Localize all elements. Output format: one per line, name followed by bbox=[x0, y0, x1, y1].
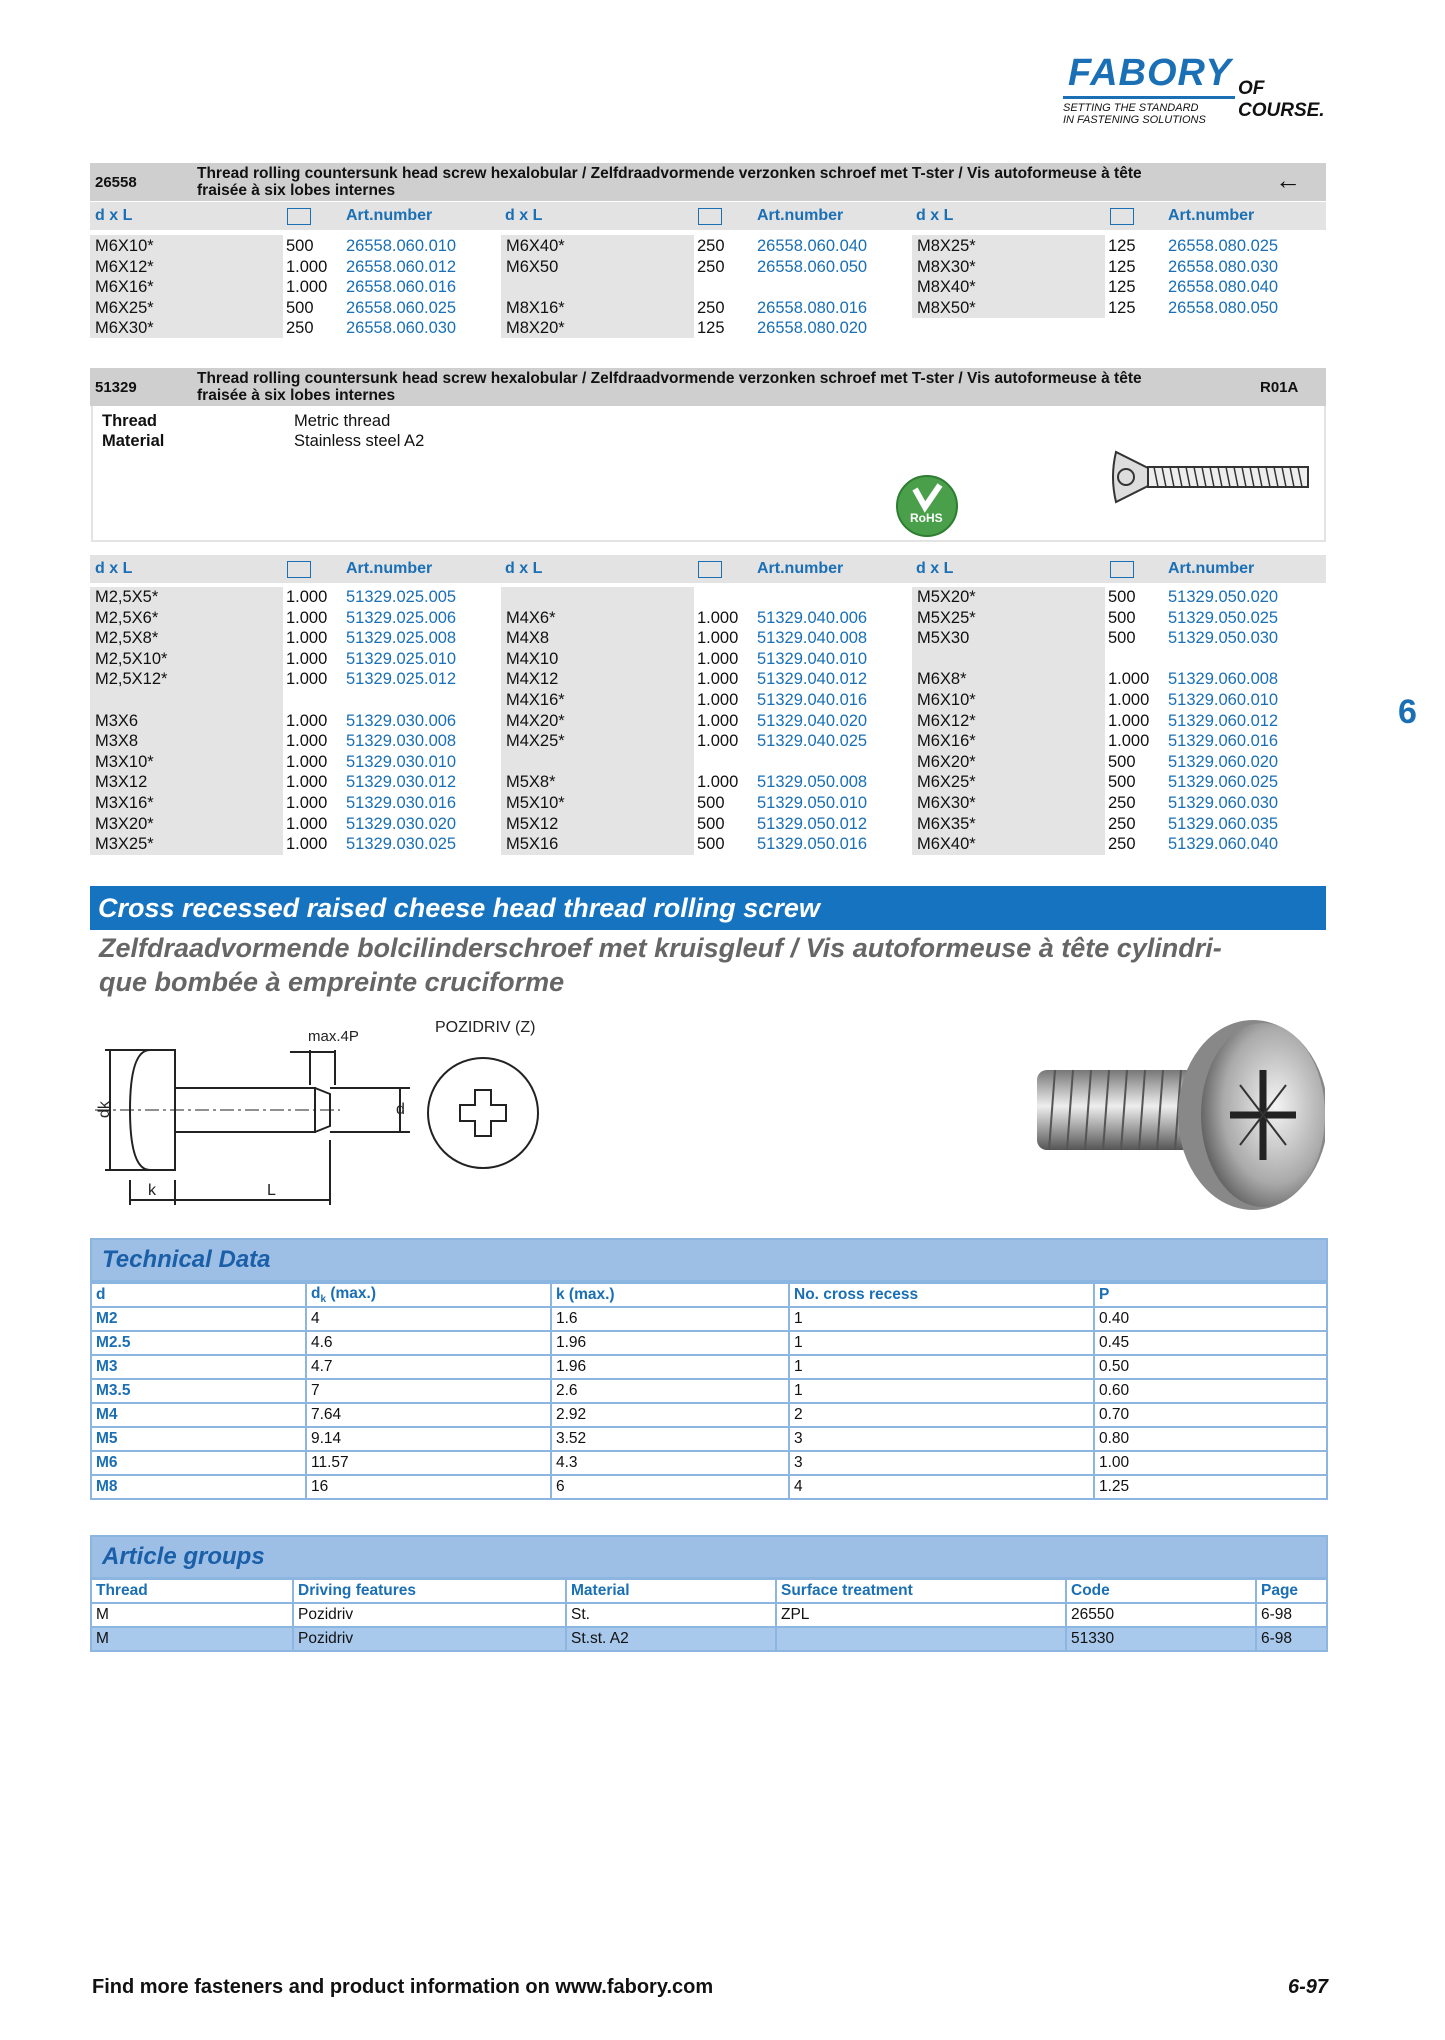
art-number[interactable]: 26558.060.010 bbox=[346, 237, 457, 255]
ref-code: R01A bbox=[1260, 379, 1299, 396]
table-row bbox=[91, 1307, 1327, 1331]
art-number[interactable]: 51329.060.008 bbox=[1168, 670, 1279, 689]
art-number[interactable]: 51329.040.010 bbox=[757, 649, 868, 668]
thread-size: M2 bbox=[91, 1307, 306, 1331]
size: M4X20* bbox=[506, 711, 565, 730]
quantity: 500 bbox=[286, 237, 314, 255]
quantity: 1.000 bbox=[286, 670, 328, 689]
quantity: 250 bbox=[697, 257, 725, 276]
quantity: 1.000 bbox=[697, 608, 739, 627]
art-number[interactable]: 26558.060.030 bbox=[346, 319, 457, 338]
table-row bbox=[91, 1331, 1327, 1355]
quantity: 1.000 bbox=[286, 588, 328, 606]
size: M2,5X8* bbox=[95, 629, 159, 648]
size: M2,5X12* bbox=[95, 670, 168, 689]
size: M6X30* bbox=[917, 794, 976, 812]
col-dxl: d x L bbox=[916, 207, 954, 224]
quantity: 1.000 bbox=[697, 732, 739, 751]
art-number[interactable]: 26558.060.016 bbox=[346, 278, 457, 297]
table-cell: Pozidriv bbox=[293, 1627, 566, 1651]
table-cell: 4.7 bbox=[306, 1355, 551, 1379]
size: M3X25* bbox=[95, 835, 154, 854]
quantity: 125 bbox=[1108, 237, 1136, 255]
size: M6X16* bbox=[917, 732, 976, 751]
size: M4X16* bbox=[506, 691, 565, 709]
ag-th-surface: Surface treatment bbox=[776, 1579, 1066, 1603]
size: M6X25* bbox=[917, 773, 976, 792]
art-number[interactable]: 51329.025.010 bbox=[346, 649, 457, 668]
quantity: 250 bbox=[1108, 814, 1136, 833]
col-art: Art.number bbox=[346, 560, 433, 577]
ag-th-material: Material bbox=[566, 1579, 776, 1603]
table-cell: 9.14 bbox=[306, 1427, 551, 1451]
table-cell: 0.80 bbox=[1094, 1427, 1327, 1451]
mail-icon bbox=[287, 208, 311, 225]
quantity: 500 bbox=[1108, 629, 1136, 648]
art-number[interactable]: 51329.040.008 bbox=[757, 629, 868, 648]
col-dxl: d x L bbox=[505, 207, 543, 224]
quantity: 1.000 bbox=[1108, 711, 1150, 730]
product-title-line1: Thread rolling countersunk head screw hexalobular / Zelfdraadvormende verzonken schroef met T-ster / Vis autoformeuse à tête bbox=[197, 370, 1142, 387]
product-info-box bbox=[91, 406, 1326, 542]
size: M2,5X10* bbox=[95, 649, 168, 668]
th-p: P bbox=[1094, 1283, 1327, 1307]
col-art: Art.number bbox=[346, 207, 433, 224]
L-label: L bbox=[267, 1182, 276, 1199]
table-cell: 3.52 bbox=[551, 1427, 789, 1451]
quantity: 500 bbox=[286, 298, 314, 317]
table-row bbox=[91, 1379, 1327, 1403]
table-cell bbox=[776, 1627, 1066, 1651]
art-number[interactable]: 51329.060.020 bbox=[1168, 752, 1279, 771]
table-cell: 1 bbox=[789, 1379, 1094, 1403]
quantity: 250 bbox=[1108, 794, 1136, 812]
quantity: 1.000 bbox=[286, 629, 328, 648]
size: M5X30 bbox=[917, 629, 970, 648]
quantity: 250 bbox=[697, 298, 725, 317]
ag-th-thread: Thread bbox=[91, 1579, 293, 1603]
table-cell: 1 bbox=[789, 1307, 1094, 1331]
product-title-line2: fraisée à six lobes internes bbox=[197, 387, 396, 404]
technical-drawing bbox=[90, 1010, 590, 1205]
table-row[interactable] bbox=[91, 1627, 1327, 1651]
quantity: 1.000 bbox=[697, 711, 739, 730]
size: M6X16* bbox=[95, 278, 154, 297]
quantity: 1.000 bbox=[286, 711, 328, 730]
table-row bbox=[91, 1355, 1327, 1379]
size: M6X12* bbox=[917, 711, 976, 730]
art-number[interactable]: 51329.030.012 bbox=[346, 773, 457, 792]
art-number[interactable]: 26558.080.016 bbox=[757, 298, 868, 317]
art-number[interactable]: 51329.050.008 bbox=[757, 773, 868, 792]
table-cell: 2.6 bbox=[551, 1379, 789, 1403]
size: M6X25* bbox=[95, 298, 154, 317]
size: M4X10 bbox=[506, 649, 559, 668]
art-number[interactable]: 51329.040.012 bbox=[757, 670, 868, 689]
art-number[interactable]: 51329.030.025 bbox=[346, 835, 457, 854]
thread-label: Thread bbox=[102, 412, 158, 430]
table-cell: 1.96 bbox=[551, 1331, 789, 1355]
size: M2,5X6* bbox=[95, 608, 159, 627]
size: M3X6 bbox=[95, 711, 139, 730]
quantity: 1.000 bbox=[286, 608, 328, 627]
art-number[interactable]: 26558.060.050 bbox=[757, 257, 868, 276]
quantity: 1.000 bbox=[286, 835, 328, 854]
size: M5X10* bbox=[506, 794, 565, 812]
table-cell: 0.60 bbox=[1094, 1379, 1327, 1403]
quantity: 125 bbox=[1108, 257, 1136, 276]
table-cell: 6-98 bbox=[1256, 1627, 1327, 1651]
table-cell: ZPL bbox=[776, 1603, 1066, 1627]
table-row[interactable] bbox=[91, 1603, 1327, 1627]
thread-size: M5 bbox=[91, 1427, 306, 1451]
mail-icon bbox=[1110, 561, 1134, 578]
art-number[interactable]: 51329.040.025 bbox=[757, 732, 868, 751]
table-cell: 2.92 bbox=[551, 1403, 789, 1427]
col-dxl: d x L bbox=[916, 560, 954, 577]
size: M4X25* bbox=[506, 732, 565, 751]
size: M3X16* bbox=[95, 794, 154, 812]
size: M4X8 bbox=[506, 629, 550, 648]
size: M6X20* bbox=[917, 752, 976, 771]
quantity: 1.000 bbox=[697, 649, 739, 668]
art-number[interactable]: 51329.030.008 bbox=[346, 732, 457, 751]
art-number[interactable]: 26558.080.050 bbox=[1168, 298, 1279, 317]
table-cell: 0.50 bbox=[1094, 1355, 1327, 1379]
table-row bbox=[91, 1475, 1327, 1499]
table-cell: St. bbox=[566, 1603, 776, 1627]
product-code: 26558 bbox=[95, 174, 137, 191]
material-value: Stainless steel A2 bbox=[294, 432, 425, 450]
product-header-51329 bbox=[90, 368, 1326, 406]
th-k: k (max.) bbox=[551, 1283, 789, 1307]
table-cell: 1.00 bbox=[1094, 1451, 1327, 1475]
art-number[interactable]: 51329.025.008 bbox=[346, 629, 457, 648]
art-number[interactable]: 51329.040.020 bbox=[757, 711, 868, 730]
table-cell: 4.6 bbox=[306, 1331, 551, 1355]
art-number[interactable]: 51329.060.010 bbox=[1168, 691, 1279, 709]
mail-icon bbox=[287, 561, 311, 578]
table-cell: 1 bbox=[789, 1355, 1094, 1379]
art-number[interactable]: 51329.030.006 bbox=[346, 711, 457, 730]
quantity: 125 bbox=[1108, 278, 1136, 297]
art-number[interactable]: 51329.060.016 bbox=[1168, 732, 1279, 751]
quantity: 1.000 bbox=[286, 732, 328, 751]
table-cell: Pozidriv bbox=[293, 1603, 566, 1627]
table-row bbox=[91, 1451, 1327, 1475]
ag-th-driving: Driving features bbox=[293, 1579, 566, 1603]
size: M6X10* bbox=[917, 691, 976, 709]
table-cell: 3 bbox=[789, 1427, 1094, 1451]
size: M3X12 bbox=[95, 773, 148, 792]
quantity: 1.000 bbox=[697, 629, 739, 648]
thread-size: M6 bbox=[91, 1451, 306, 1475]
art-number[interactable]: 51329.030.020 bbox=[346, 814, 457, 833]
quantity: 500 bbox=[697, 794, 725, 812]
art-number[interactable]: 51329.060.040 bbox=[1168, 835, 1279, 854]
th-recess: No. cross recess bbox=[789, 1283, 1094, 1307]
thread-size: M3 bbox=[91, 1355, 306, 1379]
dk-label: dk bbox=[96, 1101, 113, 1118]
quantity: 1.000 bbox=[697, 691, 739, 709]
col-art: Art.number bbox=[757, 207, 844, 224]
table-row bbox=[91, 1403, 1327, 1427]
size: M6X8* bbox=[917, 670, 967, 689]
size: M8X40* bbox=[917, 278, 976, 297]
table-cell: 4.3 bbox=[551, 1451, 789, 1475]
size: M8X16* bbox=[506, 298, 565, 317]
size: M2,5X5* bbox=[95, 588, 159, 606]
col-art: Art.number bbox=[1168, 207, 1255, 224]
mail-icon bbox=[698, 208, 722, 225]
art-number[interactable]: 51329.060.012 bbox=[1168, 711, 1279, 730]
quantity: 250 bbox=[286, 319, 314, 338]
art-number[interactable]: 51329.030.010 bbox=[346, 752, 457, 771]
chapter-tab[interactable]: 6 bbox=[1398, 693, 1417, 731]
table-cell: 51330 bbox=[1066, 1627, 1256, 1651]
table-cell: 1 bbox=[789, 1331, 1094, 1355]
table-cell: 4 bbox=[789, 1475, 1094, 1499]
table-cell: 7 bbox=[306, 1379, 551, 1403]
ag-th-code: Code bbox=[1066, 1579, 1256, 1603]
quantity: 125 bbox=[697, 319, 725, 338]
table-cell: 1.96 bbox=[551, 1355, 789, 1379]
technical-data-title: Technical Data bbox=[90, 1238, 1328, 1282]
pozidriv-label: POZIDRIV (Z) bbox=[435, 1019, 536, 1036]
product-title-line2: fraisée à six lobes internes bbox=[197, 182, 396, 199]
maxp-label: max.4P bbox=[308, 1028, 359, 1045]
product-title-line1: Thread rolling countersunk head screw hexalobular / Zelfdraadvormende verzonken schroef met T-ster / Vis autoformeuse à tête bbox=[197, 165, 1142, 182]
quantity: 500 bbox=[1108, 608, 1136, 627]
table-cell: 26550 bbox=[1066, 1603, 1256, 1627]
quantity: 250 bbox=[1108, 835, 1136, 854]
technical-data-table bbox=[90, 1282, 1328, 1500]
th-dk: $d_k$ (max.) bbox=[306, 1283, 551, 1307]
art-number[interactable]: 51329.025.006 bbox=[346, 608, 457, 627]
mail-icon bbox=[1110, 208, 1134, 225]
col-dxl: d x L bbox=[505, 560, 543, 577]
quantity: 500 bbox=[1108, 588, 1136, 606]
size: M4X12 bbox=[506, 670, 559, 689]
table-cell: 16 bbox=[306, 1475, 551, 1499]
art-number[interactable]: 26558.080.025 bbox=[1168, 237, 1279, 255]
table-row bbox=[91, 1427, 1327, 1451]
size: M5X20* bbox=[917, 588, 976, 606]
size: M4X6* bbox=[506, 608, 556, 627]
table-cell: 6 bbox=[551, 1475, 789, 1499]
table-cell: 6-98 bbox=[1256, 1603, 1327, 1627]
countersunk-screw-image bbox=[1108, 442, 1318, 512]
table-cell: 2 bbox=[789, 1403, 1094, 1427]
size: M8X50* bbox=[917, 298, 976, 317]
quantity: 1.000 bbox=[1108, 691, 1150, 709]
size: M8X30* bbox=[917, 257, 976, 276]
table-cell: 4 bbox=[306, 1307, 551, 1331]
quantity: 125 bbox=[1108, 298, 1136, 317]
size: M3X10* bbox=[95, 752, 154, 771]
k-label: k bbox=[148, 1182, 156, 1199]
art-number[interactable]: 26558.060.012 bbox=[346, 257, 457, 276]
quantity: 500 bbox=[1108, 752, 1136, 771]
table-cell: 0.40 bbox=[1094, 1307, 1327, 1331]
art-number[interactable]: 51329.050.020 bbox=[1168, 588, 1279, 606]
thread-size: M2.5 bbox=[91, 1331, 306, 1355]
quantity: 500 bbox=[697, 814, 725, 833]
size: M3X8 bbox=[95, 732, 139, 751]
quantity: 1.000 bbox=[697, 670, 739, 689]
fabory-logo bbox=[1058, 52, 1348, 132]
art-number[interactable]: 51329.050.012 bbox=[757, 814, 868, 833]
table-cell: St.st. A2 bbox=[566, 1627, 776, 1651]
size: M6X10* bbox=[95, 237, 154, 255]
size: M5X12 bbox=[506, 814, 559, 833]
art-number[interactable]: 51329.050.016 bbox=[757, 835, 868, 854]
page-number: 6-97 bbox=[1288, 1976, 1329, 1998]
art-number[interactable]: 51329.040.016 bbox=[757, 691, 868, 709]
quantity: 1.000 bbox=[286, 257, 328, 276]
size: M6X40* bbox=[917, 835, 976, 854]
art-number[interactable]: 51329.050.025 bbox=[1168, 608, 1279, 627]
table-cell: 3 bbox=[789, 1451, 1094, 1475]
footer-text[interactable]: Find more fasteners and product information on www.fabory.com bbox=[92, 1976, 714, 1998]
article-groups-title: Article groups bbox=[90, 1535, 1328, 1579]
article-groups-table bbox=[90, 1578, 1328, 1652]
thread-value: Metric thread bbox=[294, 412, 391, 430]
column-header-26558 bbox=[90, 202, 1326, 230]
art-number[interactable]: 51329.050.030 bbox=[1168, 629, 1279, 648]
quantity: 500 bbox=[697, 835, 725, 854]
art-number[interactable]: 26558.060.040 bbox=[757, 237, 868, 255]
art-number[interactable]: 51329.025.005 bbox=[346, 588, 457, 606]
d-label: d bbox=[396, 1101, 405, 1118]
thread-size: M3.5 bbox=[91, 1379, 306, 1403]
table-cell: M bbox=[91, 1603, 293, 1627]
art-number[interactable]: 51329.060.025 bbox=[1168, 773, 1279, 792]
quantity: 1.000 bbox=[697, 773, 739, 792]
size: M6X30* bbox=[95, 319, 154, 338]
quantity: 1.000 bbox=[286, 773, 328, 792]
brand-name: FABORY bbox=[1068, 52, 1232, 94]
size: M6X50 bbox=[506, 257, 559, 276]
table-cell: 1.6 bbox=[551, 1307, 789, 1331]
table-cell: 0.70 bbox=[1094, 1403, 1327, 1427]
size: M6X35* bbox=[917, 814, 976, 833]
size: M5X25* bbox=[917, 608, 976, 627]
quantity: 1.000 bbox=[286, 752, 328, 771]
size: M8X20* bbox=[506, 319, 565, 338]
quantity: 500 bbox=[1108, 773, 1136, 792]
mail-icon bbox=[698, 561, 722, 578]
table-cell: 0.45 bbox=[1094, 1331, 1327, 1355]
quantity: 1.000 bbox=[286, 649, 328, 668]
product-header-26558 bbox=[90, 163, 1326, 201]
table-cell: 7.64 bbox=[306, 1403, 551, 1427]
arrow-left-icon[interactable]: ← bbox=[1275, 165, 1301, 195]
material-label: Material bbox=[102, 432, 165, 450]
art-number[interactable]: 26558.080.040 bbox=[1168, 278, 1279, 297]
col-dxl: d x L bbox=[95, 207, 133, 224]
size: M5X8* bbox=[506, 773, 556, 792]
column-header-51329 bbox=[90, 555, 1326, 583]
table-cell: M bbox=[91, 1627, 293, 1651]
art-number[interactable]: 51329.060.030 bbox=[1168, 794, 1279, 812]
art-number[interactable]: 51329.050.010 bbox=[757, 794, 868, 812]
quantity: 1.000 bbox=[1108, 732, 1150, 751]
art-number[interactable]: 51329.030.016 bbox=[346, 794, 457, 812]
col-art: Art.number bbox=[1168, 560, 1255, 577]
col-dxl: d x L bbox=[95, 560, 133, 577]
product-subtitle-line1: Zelfdraadvormende bolcilinderschroef met kruisgleuf / Vis autoformeuse à tête cylindri- bbox=[99, 933, 1222, 963]
size: M5X16 bbox=[506, 835, 559, 854]
art-number[interactable]: 51329.040.006 bbox=[757, 608, 868, 627]
table-cell: 1.25 bbox=[1094, 1475, 1327, 1499]
art-number[interactable]: 26558.060.025 bbox=[346, 298, 457, 317]
rohs-text: RoHS bbox=[910, 511, 943, 525]
brand-tagline-2: IN FASTENING SOLUTIONS bbox=[1063, 114, 1206, 126]
pozidriv-screw-image bbox=[1025, 1015, 1325, 1215]
art-number[interactable]: 26558.080.020 bbox=[757, 319, 868, 338]
thread-size: M4 bbox=[91, 1403, 306, 1427]
size: M8X25* bbox=[917, 237, 976, 255]
art-number[interactable]: 51329.060.035 bbox=[1168, 814, 1279, 833]
quantity: 1.000 bbox=[1108, 670, 1150, 689]
ag-th-page: Page bbox=[1256, 1579, 1327, 1603]
technical-data-header bbox=[91, 1283, 1327, 1307]
thread-size: M8 bbox=[91, 1475, 306, 1499]
size: M3X20* bbox=[95, 814, 154, 833]
rohs-badge-icon bbox=[896, 475, 958, 537]
size: M6X40* bbox=[506, 237, 565, 255]
table-cell: 11.57 bbox=[306, 1451, 551, 1475]
quantity: 250 bbox=[697, 237, 725, 255]
quantity: 1.000 bbox=[286, 278, 328, 297]
col-art: Art.number bbox=[757, 560, 844, 577]
th-d: d bbox=[91, 1283, 306, 1307]
product-subtitle-line2: que bombée à empreinte cruciforme bbox=[99, 967, 565, 997]
product-code: 51329 bbox=[95, 379, 137, 396]
art-number[interactable]: 51329.025.012 bbox=[346, 670, 457, 689]
size: M6X12* bbox=[95, 257, 154, 276]
quantity: 1.000 bbox=[286, 794, 328, 812]
brand-tagline-1: SETTING THE STANDARD bbox=[1063, 102, 1199, 114]
product-banner: Cross recessed raised cheese head thread rolling screw bbox=[90, 886, 1326, 930]
quantity: 1.000 bbox=[286, 814, 328, 833]
art-number[interactable]: 26558.080.030 bbox=[1168, 257, 1279, 276]
brand-tagline-main: OF COURSE. bbox=[1238, 78, 1325, 121]
